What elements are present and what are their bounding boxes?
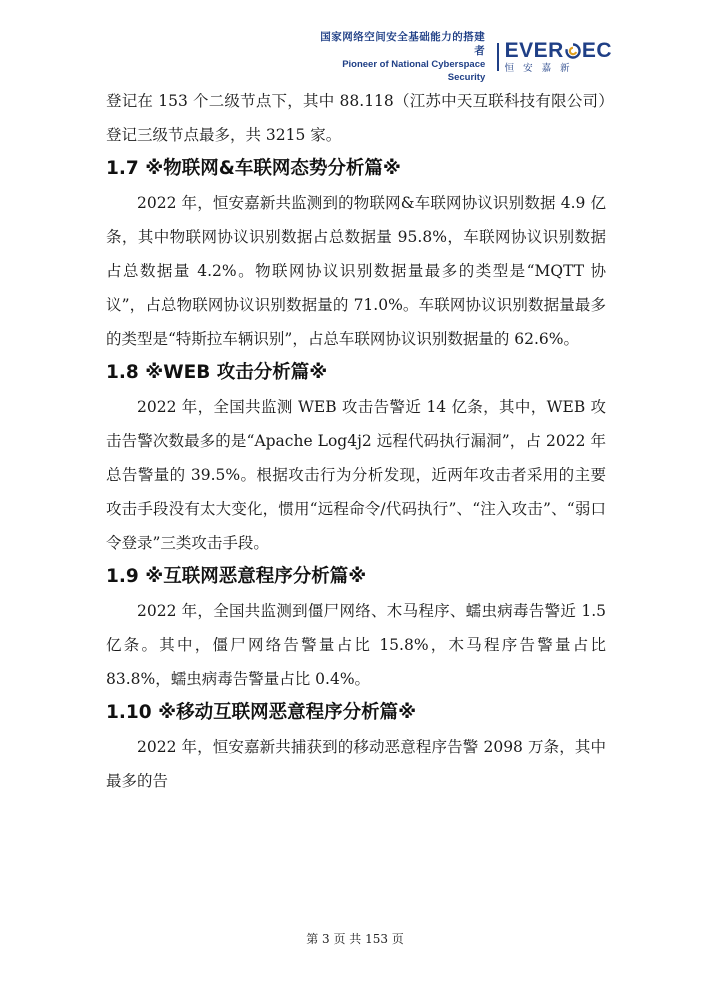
slogan-chinese: 国家网络空间安全基础能力的搭建者 (320, 31, 486, 57)
section-title-1-10: 1.10 ※移动互联网恶意程序分析篇※ (106, 702, 417, 723)
logo-chinese-name: 恒安嘉新 (504, 63, 579, 74)
logo-swirl-icon (565, 43, 581, 59)
section-paragraph-1-10: 2022 年，恒安嘉新共捕获到的移动恶意程序告警 2098 万条，其中最多的告 (106, 738, 606, 790)
header-divider (497, 43, 498, 71)
section-title-1-7: 1.7 ※物联网&车联网态势分析篇※ (106, 158, 401, 179)
section-title-1-9: 1.9 ※互联网恶意程序分析篇※ (106, 566, 367, 587)
intro-paragraph: 登记在 153 个二级节点下，其中 88.118（江苏中天互联科技有限公司）登记三级节点最多，共 3215 家。 (106, 92, 606, 144)
document-body (106, 84, 606, 798)
section-title-1-8: 1.8 ※WEB 攻击分析篇※ (106, 362, 328, 383)
logo-word-left: EVER (504, 39, 564, 62)
header-slogan (320, 30, 485, 84)
slogan-english: Pioneer of National Cyberspace Security (342, 59, 486, 83)
logo-wordmark (505, 40, 612, 62)
logo-word-right: EC (581, 39, 612, 62)
section-paragraph-1-8: 2022 年，全国共监测 WEB 攻击告警近 14 亿条，其中，WEB 攻击告警次数最多的是“Apache Log4j2 远程代码执行漏洞”，占 2022 年总告警量的 39.5%。根据攻击行为分析发现，近两年攻击者采用的主要攻击手段没有太大变化，惯用“远程命令/代码执行”、“注入攻击”、“弱口令登录”三类攻击手段。 (106, 398, 606, 552)
page-number: 第 3 页 共 153 页 (306, 932, 404, 946)
page-header (320, 31, 612, 83)
section-paragraph-1-9: 2022 年，全国共监测到僵尸网络、木马程序、蠕虫病毒告警近 1.5 亿条。其中，僵尸网络告警量占比 15.8%，木马程序告警量占比 83.8%，蠕虫病毒告警量占比 0.4%。 (106, 602, 606, 688)
section-paragraph-1-7: 2022 年，恒安嘉新共监测到的物联网&车联网协议识别数据 4.9 亿条，其中物联网协议识别数据占总数据量 95.8%，车联网协议识别数据占总数据量 4.2%。物联网协议识别数据量最多的类型是“MQTT 协议”，占总物联网协议识别数据量的 71.0%。车联网协议识别数据量最多的类型是“特斯拉车辆识别”，占总车联网协议识别数据量的 62.6%。 (106, 194, 606, 348)
everdec-logo (505, 40, 612, 74)
